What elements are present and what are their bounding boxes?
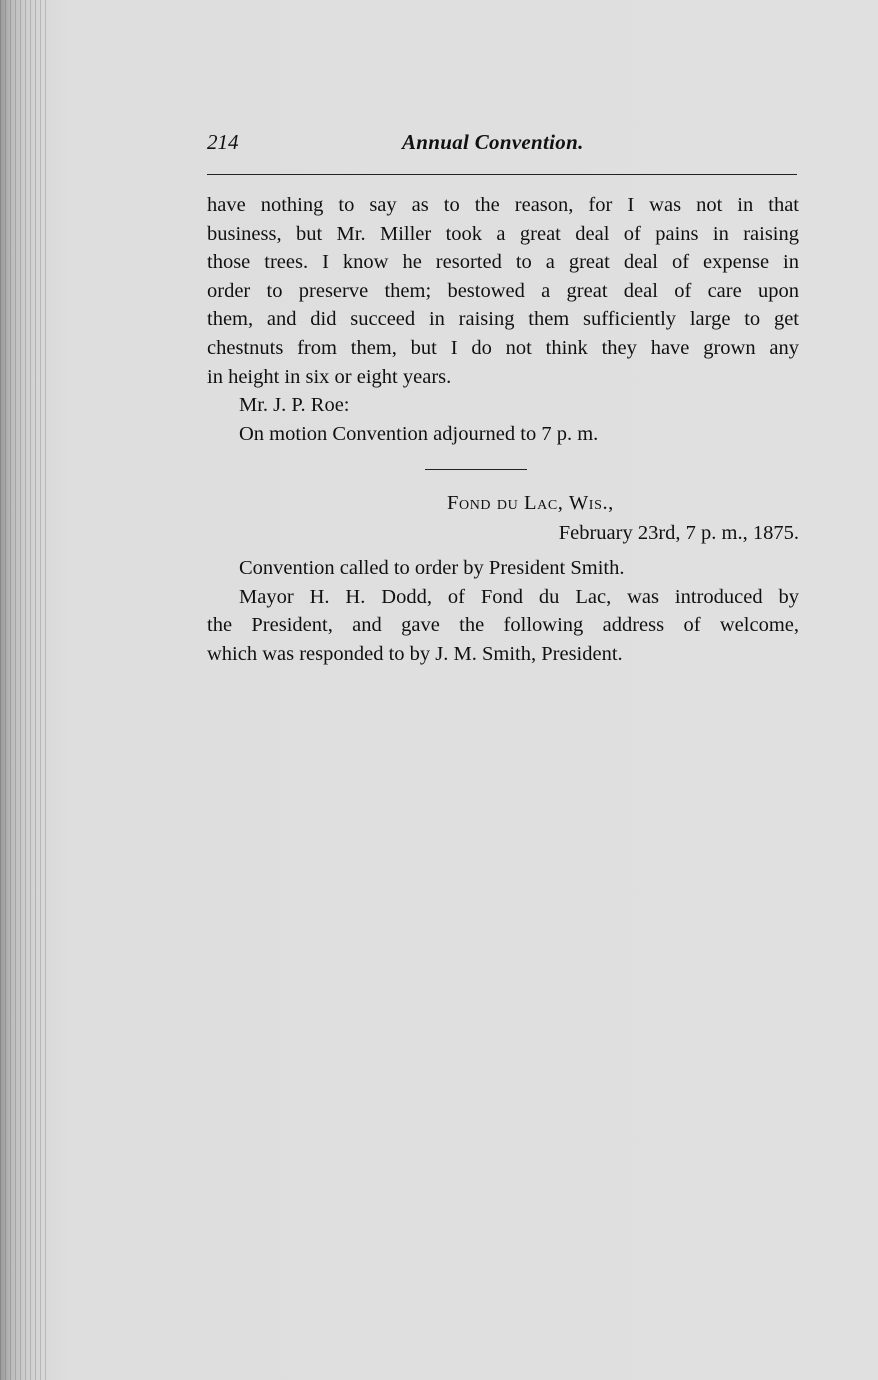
- motion-line: On motion Convention adjourned to 7 p. m.: [239, 422, 599, 445]
- binding-edge: [0, 0, 50, 1380]
- running-title: Annual Convention.: [402, 130, 584, 154]
- text-line: business, but Mr. Miller took a great deal of pains in raising: [207, 222, 799, 245]
- text-line: those trees. I know he resorted to a great deal of expense in: [207, 251, 799, 274]
- speaker-label: Mr. J. P. Roe:: [239, 394, 350, 417]
- dateline-place: Fond du Lac, Wis.,: [447, 492, 614, 514]
- paragraph-one: [207, 191, 799, 448]
- text-line: Convention called to order by President Smith.: [239, 557, 625, 579]
- text-line: have nothing to say as to the reason, for I was not in that: [207, 194, 799, 216]
- text-line: chestnuts from them, but I do not think they have grown any: [207, 336, 799, 359]
- header-rule: [207, 174, 797, 175]
- page-number: 214: [207, 130, 239, 154]
- text-line: order to preserve them; bestowed a great deal of care upon: [207, 279, 799, 302]
- dateline-date: February 23rd, 7 p. m., 1875.: [558, 522, 799, 544]
- page-header: [207, 130, 797, 160]
- text-line: which was responded to by J. M. Smith, President.: [207, 642, 623, 665]
- text-line: the President, and gave the following address of welcome,: [207, 614, 799, 637]
- text-line: Mayor H. H. Dodd, of Fond du Lac, was introduced by: [239, 585, 799, 608]
- text-line: in height in six or eight years.: [207, 365, 452, 388]
- text-line: them, and did succeed in raising them sufficiently large to get: [207, 308, 799, 331]
- paragraph-two: [207, 554, 799, 668]
- section-divider: [425, 469, 527, 470]
